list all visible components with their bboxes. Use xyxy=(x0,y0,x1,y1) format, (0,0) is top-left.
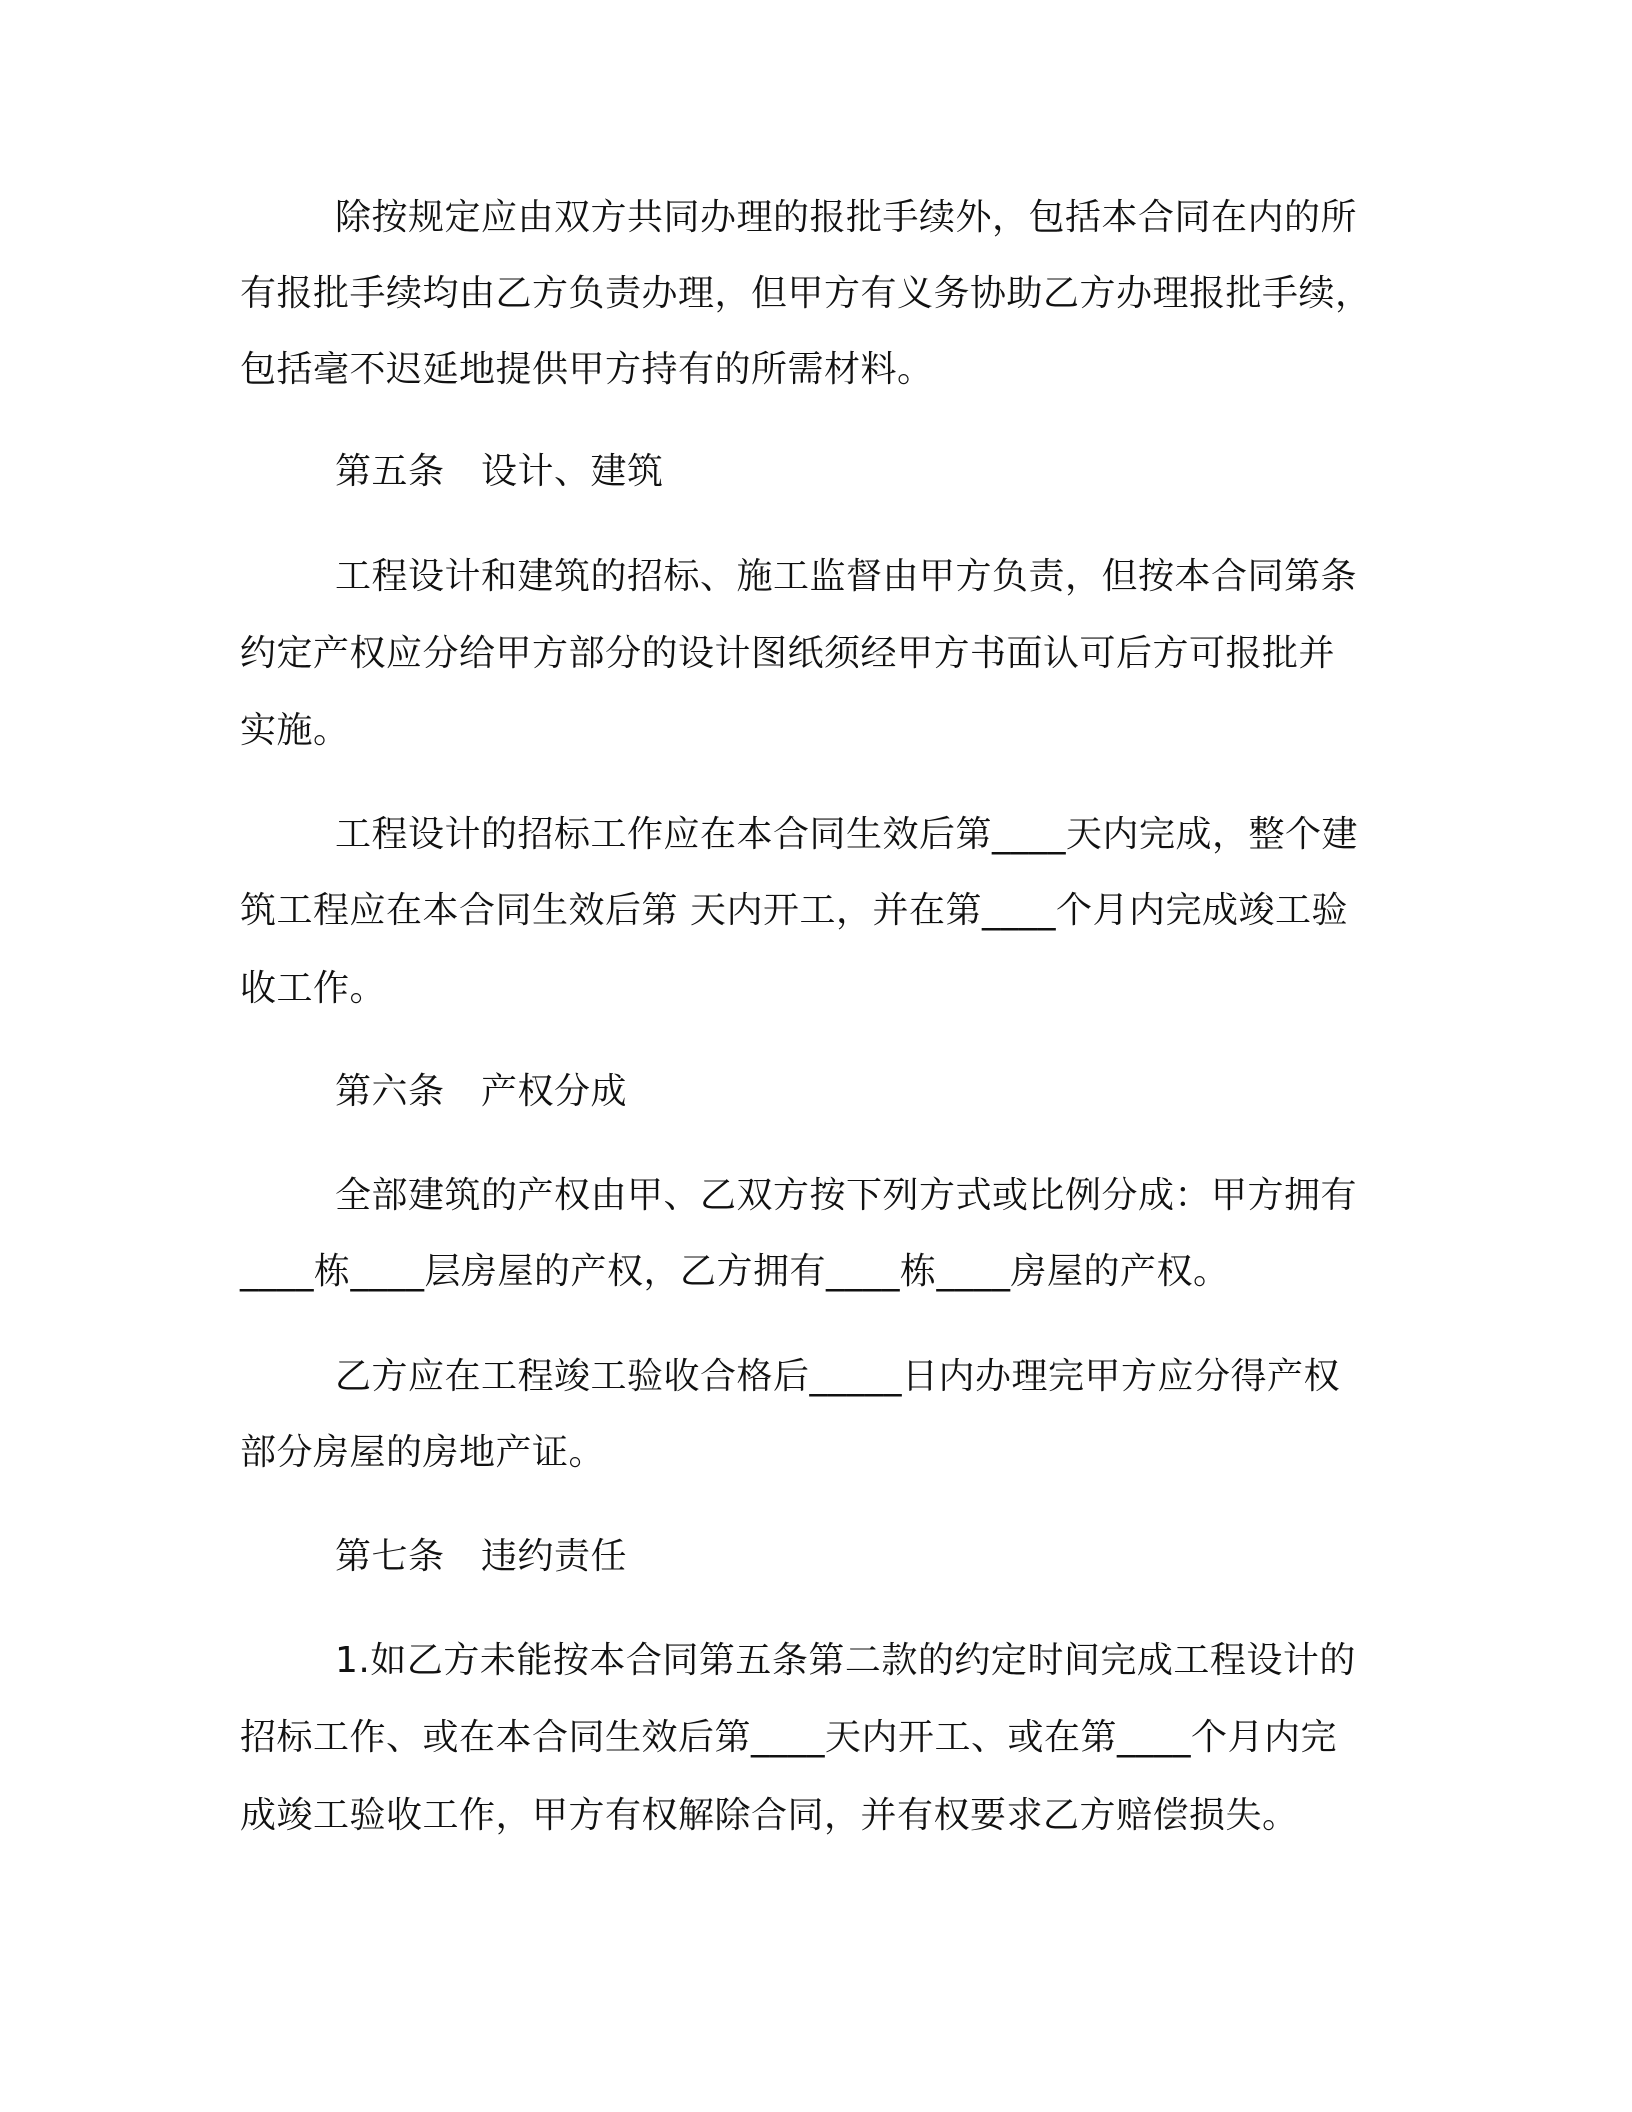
paragraph-line: 工程设计和建筑的招标、施工监督由甲方负责，但按本合同第条 xyxy=(335,556,1358,597)
article-heading: 第七条 违约责任 xyxy=(335,1536,628,1577)
article-heading: 第五条 设计、建筑 xyxy=(335,451,664,492)
paragraph-line: 招标工作、或在本合同生效后第____天内开工、或在第____个月内完 xyxy=(240,1717,1338,1758)
paragraph-line: 包括毫不迟延地提供甲方持有的所需材料。 xyxy=(240,349,934,390)
paragraph-line: 筑工程应在本合同生效后第 天内开工，并在第____个月内完成竣工验 xyxy=(240,890,1348,931)
paragraph-line: 部分房屋的房地产证。 xyxy=(240,1432,606,1473)
paragraph-line: 约定产权应分给甲方部分的设计图纸须经甲方书面认可后方可报批并 xyxy=(240,633,1336,674)
paragraph-line: 全部建筑的产权由甲、乙双方按下列方式或比例分成：甲方拥有 xyxy=(335,1175,1358,1216)
paragraph-line: 实施。 xyxy=(240,710,350,751)
paragraph-line: 工程设计的招标工作应在本合同生效后第____天内完成，整个建 xyxy=(335,814,1359,855)
paragraph-line: ____栋____层房屋的产权，乙方拥有____栋____房屋的产权。 xyxy=(240,1251,1230,1292)
article-heading: 第六条 产权分成 xyxy=(335,1071,628,1112)
paragraph-line: 除按规定应由双方共同办理的报批手续外，包括本合同在内的所 xyxy=(335,197,1358,238)
paragraph-line: 有报批手续均由乙方负责办理，但甲方有义务协助乙方办理报批手续， xyxy=(240,273,1372,314)
paragraph-line: 乙方应在工程竣工验收合格后_____日内办理完甲方应分得产权 xyxy=(335,1356,1341,1397)
paragraph-line: 收工作。 xyxy=(240,968,387,1009)
paragraph-line: 1.如乙方未能按本合同第五条第二款的约定时间完成工程设计的 xyxy=(335,1640,1356,1681)
paragraph-line: 成竣工验收工作，甲方有权解除合同，并有权要求乙方赔偿损失。 xyxy=(240,1795,1299,1836)
